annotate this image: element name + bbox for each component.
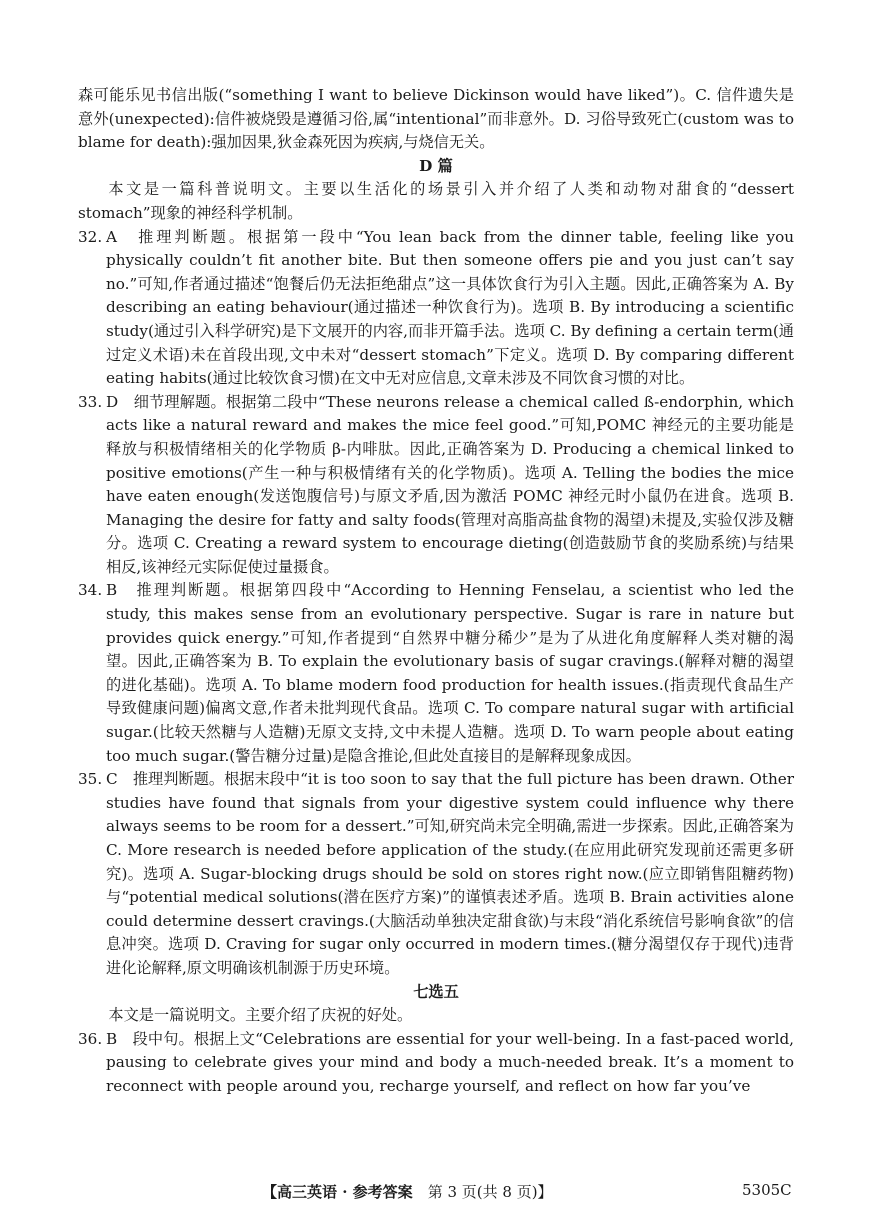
page-footer [0,1181,870,1203]
section-heading-seven-choose-five: 七选五 [413,982,459,1001]
answer-explanation: B 推理判断题。根据第四段中“According to Henning Fenselau, a scientist who led the study, this makes sense from an evolutionary perspective. Sugar is rare in nature but provides quick energy.”可知,作者提到“自然界中糖分稀少”是为了从进化角度解释人类对糖的渴望。因此,正确答案为 B. To explain the evolutionary basis of sugar cravings.(解释对糖的渴望的进化基础)。选项 A. To blame modern food production for health issues.(指责现代食品生产导致健康问题)偏离文意,作者未批判现代食品。选项 C. To compare natural sugar with artificial sugar.(比较天然糖与人造糖)无原文支持,文中未提人造糖。选项 D. To warn people about eating too much sugar.(警告糖分过量)是隐含推论,但此处直接目的是解释现象成因。 [106,581,794,765]
footer-title: 【高三英语 · 参考答案 [262,1183,413,1201]
footer-label [262,1181,553,1202]
answer-explanation: C 推理判断题。根据末段中“it is too soon to say that the full picture has been drawn. Other studies have found that signals from your digestive system could influence why there always seems to be room for a dessert.”可知,研究尚未完全明确,需进一步探索。因此,正确答案为 C. More research is needed before application of the study.(在应用此研究发现前还需更多研究)。选项 A. Sugar-blocking drugs should be sold on stores right now.(应立即销售阻糖药物)与“potential medical solutions(潜在医疗方案)”的谨慎表述矛盾。选项 B. Brain activities alone could determine dessert cravings.(大脑活动单独决定甜食欲)与末段“消化系统信号影响食欲”的信息冲突。选项 D. Craving for sugar only occurred in modern times.(糖分渴望仅存于现代)违背进化论解释,原文明确该机制源于历史环境。 [106,770,794,977]
question-number: 33. [78,392,103,411]
footer-page-number: 第 3 页(共 8 页)】 [427,1183,553,1201]
passage-summary-seven-choose-five: 本文是一篇说明文。主要介绍了庆祝的好处。 [108,1006,413,1025]
answer-explanation: B 段中句。根据上文“Celebrations are essential for your well-being. In a fast-paced world, pausing to celebrate gives your mind and body a much-needed break. It’s a moment to reconnect with people around you, recharge yourself, and reflect on how far you’ve [106,1029,794,1095]
document-code: 5305C [742,1181,792,1199]
passage-summary-d: 本文是一篇科普说明文。主要以生活化的场景引入并介绍了人类和动物对甜食的“dessert stomach”现象的神经科学机制。 [78,180,794,222]
answer-item-34 [78,579,794,768]
answer-explanation: D 细节理解题。根据第二段中“These neurons release a chemical called ß-endorphin, which acts like a natural reward and makes the mice feel good.”可知,POMC 神经元的主要功能是释放与积极情绪相关的化学物质 β-内啡肽。因此,正确答案为 D. Producing a chemical linked to positive emotions(产生一种与积极情绪有关的化学物质)。选项 A. Telling the bodies the mice have eaten enough(发送饱腹信号)与原文矛盾,因为激活 POMC 神经元时小鼠仍在进食。选项 B. Managing the desire for fatty and salty foods(管理对高脂高盐食物的渴望)未提及,实验仅涉及糖分。选项 C. Creating a reward system to encourage dieting(创造鼓励节食的奖励系统)与结果相反,该神经元实际促使过量摄食。 [106,392,794,576]
paragraph-continuation: 森可能乐见书信出版(“something I want to believe Dickinson would have liked”)。C. 信件遗失是意外(unexpected):信件被烧毁是遵循习俗,属“intentional”而非意外。D. 习俗导致死亡(custom was to blame for death):强加因果,狄金森死因为疾病,与烧信无关。 [78,86,794,152]
answer-item-33 [78,391,794,580]
answer-item-32 [78,226,794,391]
question-number: 35. [78,770,103,789]
question-number: 36. [78,1029,103,1048]
question-number: 32. [78,227,103,246]
answer-content [78,84,794,1099]
section-heading-d: D 篇 [419,156,453,175]
answer-item-36 [78,1028,794,1099]
question-number: 34. [78,581,103,600]
answer-item-35 [78,768,794,980]
answer-explanation: A 推理判断题。根据第一段中“You lean back from the dinner table, feeling like you physically couldn’t fit another bite. But then someone offers pie and you just can’t say no.”可知,作者通过描述“饱餐后仍无法拒绝甜点”这一具体饮食行为引入主题。因此,正确答案为 A. By describing an eating behaviour(通过描述一种饮食行为)。选项 B. By introducing a scientific study(通过引入科学研究)是下文展开的内容,而非开篇手法。选项 C. By defining a certain term(通过定义术语)未在首段出现,文中未对“dessert stomach”下定义。选项 D. By comparing different eating habits(通过比较饮食习惯)在文中无对应信息,文章未涉及不同饮食习惯的对比。 [106,227,794,388]
